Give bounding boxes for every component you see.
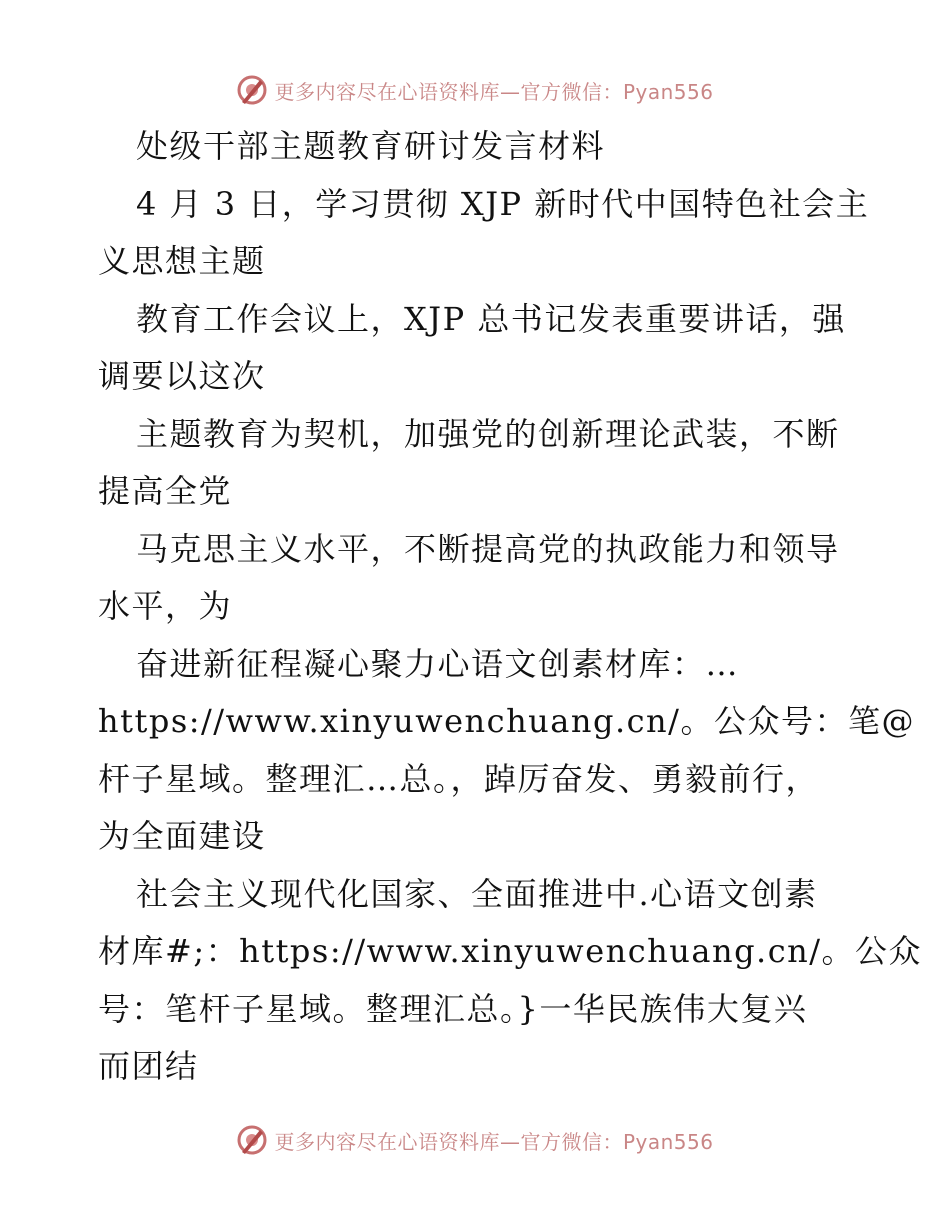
doc-line: 主题教育为契机，加强党的创新理论武装，不断 <box>136 414 840 453</box>
doc-line: https://www.xinyuwenchuang.cn/。公众号：笔@ <box>98 702 915 740</box>
doc-line: 号：笔杆子星域。整理汇总。}一华民族伟大复兴 <box>98 989 808 1028</box>
doc-line: 马克思主义水平，不断提高党的执政能力和领导 <box>136 529 840 568</box>
header-watermark <box>0 70 950 110</box>
watermark-text: 更多内容尽在心语资料库—官方微信：Pyan556 <box>274 1129 714 1154</box>
doc-line: 而团结 <box>98 1047 199 1085</box>
doc-line: 杆子星域。整理汇…总。，踔厉奋发、勇毅前行， <box>98 759 820 798</box>
watermark-text: 更多内容尽在心语资料库—官方微信：Pyan556 <box>274 79 714 104</box>
doc-line: 提高全党 <box>98 472 233 510</box>
doc-line: 社会主义现代化国家、全面推进中.心语文创素 <box>136 874 818 913</box>
document-body <box>98 118 923 1096</box>
quill-circle-logo-icon <box>236 74 268 106</box>
doc-line: 调要以这次 <box>98 357 266 395</box>
footer-watermark <box>0 1120 950 1160</box>
doc-line: 水平，为 <box>98 587 233 625</box>
doc-title: 处级干部主题教育研讨发言材料 <box>136 127 606 165</box>
doc-line: 材库#;：https://www.xinyuwenchuang.cn/。公众 <box>98 932 923 970</box>
doc-line: 4 月 3 日，学习贯彻 XJP 新时代中国特色社会主 <box>136 184 870 223</box>
doc-line: 义思想主题 <box>98 242 266 280</box>
quill-circle-logo-icon <box>236 1124 268 1156</box>
doc-line: 教育工作会议上，XJP 总书记发表重要讲话，强 <box>136 299 846 338</box>
doc-line: 为全面建设 <box>98 817 266 855</box>
doc-line: 奋进新征程凝心聚力心语文创素材库：… <box>136 644 740 683</box>
